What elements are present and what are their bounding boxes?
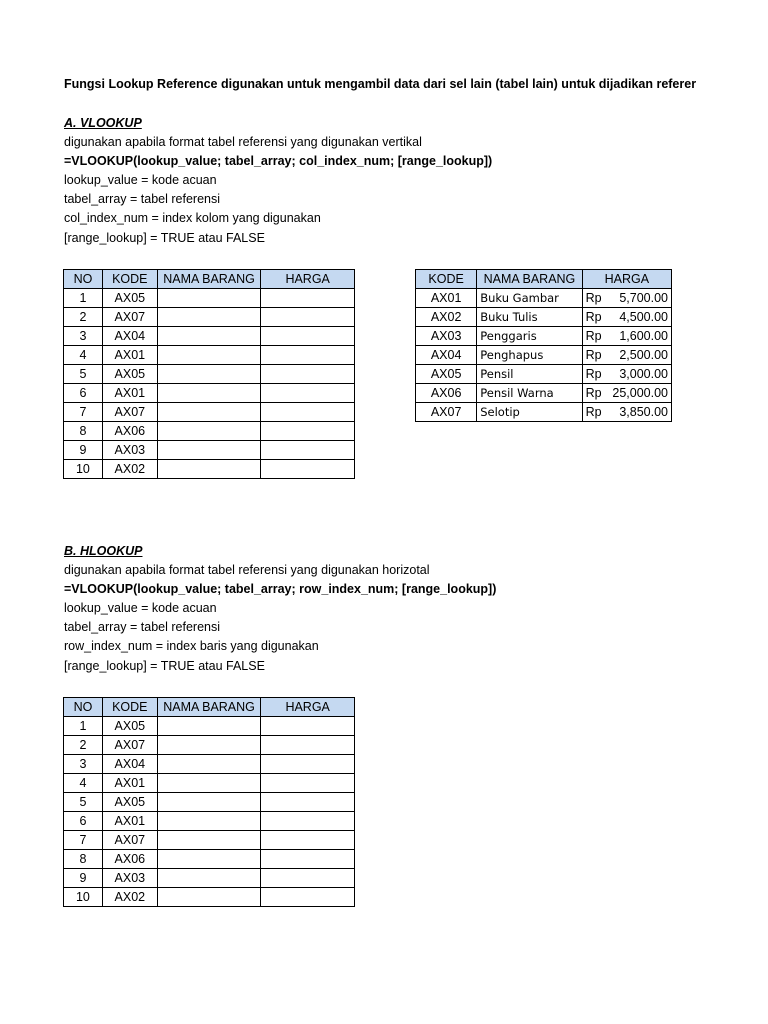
cell-nama-barang — [157, 812, 261, 831]
cell-harga — [261, 441, 355, 460]
table-header-row — [416, 270, 672, 289]
cell-kode: AX07 — [102, 736, 157, 755]
table-row — [64, 717, 355, 736]
header-nama-barang: NAMA BARANG — [477, 270, 582, 289]
cell-kode: AX05 — [102, 793, 157, 812]
cell-nama-barang — [157, 365, 261, 384]
cell-harga — [261, 850, 355, 869]
cell-no: 4 — [64, 774, 103, 793]
table-row — [64, 460, 355, 479]
hlookup-param-tabel-array: tabel_array = tabel referensi — [64, 620, 220, 634]
vlookup-param-col-index: col_index_num = index kolom yang digunakan — [64, 211, 321, 225]
currency-symbol: Rp — [585, 386, 602, 400]
cell-harga — [261, 365, 355, 384]
cell-no: 7 — [64, 403, 103, 422]
cell-nama-barang: Buku Gambar — [477, 289, 582, 308]
cell-harga — [582, 365, 671, 384]
table-row — [416, 346, 672, 365]
hlookup-syntax: =VLOOKUP(lookup_value; tabel_array; row_index_num; [range_lookup]) — [64, 582, 497, 596]
cell-kode: AX05 — [102, 365, 157, 384]
cell-nama-barang — [157, 327, 261, 346]
hlookup-description: digunakan apabila format tabel referensi yang digunakan horizotal — [64, 563, 430, 577]
currency-symbol: Rp — [585, 329, 602, 343]
cell-harga — [261, 403, 355, 422]
cell-kode: AX01 — [102, 774, 157, 793]
cell-nama-barang — [157, 774, 261, 793]
cell-no: 5 — [64, 365, 103, 384]
cell-kode: AX01 — [102, 812, 157, 831]
cell-harga — [261, 460, 355, 479]
table-row — [64, 327, 355, 346]
table-row — [416, 289, 672, 308]
header-kode: KODE — [416, 270, 477, 289]
cell-no: 5 — [64, 793, 103, 812]
cell-nama-barang — [157, 346, 261, 365]
cell-no: 9 — [64, 869, 103, 888]
hlookup-param-range-lookup: [range_lookup] = TRUE atau FALSE — [64, 659, 265, 673]
table-row — [416, 308, 672, 327]
vlookup-param-range-lookup: [range_lookup] = TRUE atau FALSE — [64, 231, 265, 245]
cell-nama-barang: Penggaris — [477, 327, 582, 346]
table-row — [416, 365, 672, 384]
cell-nama-barang — [157, 831, 261, 850]
cell-no: 3 — [64, 755, 103, 774]
price-value — [586, 365, 668, 383]
cell-harga — [582, 346, 671, 365]
table-row — [416, 327, 672, 346]
cell-no: 10 — [64, 460, 103, 479]
cell-nama-barang — [157, 793, 261, 812]
cell-nama-barang: Buku Tulis — [477, 308, 582, 327]
cell-kode: AX03 — [102, 869, 157, 888]
hlookup-heading: B. HLOOKUP — [64, 544, 143, 558]
cell-harga — [261, 869, 355, 888]
reference-table — [415, 269, 672, 422]
cell-kode: AX07 — [102, 831, 157, 850]
cell-kode: AX02 — [102, 888, 157, 907]
cell-no: 1 — [64, 717, 103, 736]
cell-harga — [261, 717, 355, 736]
cell-kode: AX03 — [416, 327, 477, 346]
cell-kode: AX07 — [102, 308, 157, 327]
cell-harga — [261, 831, 355, 850]
cell-nama-barang — [157, 460, 261, 479]
cell-kode: AX07 — [416, 403, 477, 422]
price-amount: 4,500.00 — [619, 310, 668, 324]
header-nama-barang: NAMA BARANG — [157, 698, 261, 717]
cell-kode: AX01 — [102, 346, 157, 365]
cell-nama-barang — [157, 717, 261, 736]
cell-nama-barang — [157, 736, 261, 755]
header-harga: HARGA — [261, 270, 355, 289]
price-amount: 2,500.00 — [619, 348, 668, 362]
cell-kode: AX04 — [102, 755, 157, 774]
cell-nama-barang: Penghapus — [477, 346, 582, 365]
cell-nama-barang: Selotip — [477, 403, 582, 422]
cell-kode: AX01 — [416, 289, 477, 308]
table-row — [64, 403, 355, 422]
header-kode: KODE — [102, 270, 157, 289]
cell-nama-barang — [157, 403, 261, 422]
vlookup-syntax: =VLOOKUP(lookup_value; tabel_array; col_index_num; [range_lookup]) — [64, 154, 493, 168]
cell-kode: AX05 — [102, 717, 157, 736]
vlookup-description: digunakan apabila format tabel referensi yang digunakan vertikal — [64, 135, 422, 149]
cell-harga — [261, 755, 355, 774]
price-amount: 5,700.00 — [619, 291, 668, 305]
cell-harga — [261, 888, 355, 907]
table-row — [64, 774, 355, 793]
hlookup-main-table — [63, 697, 355, 907]
cell-no: 2 — [64, 308, 103, 327]
currency-symbol: Rp — [585, 348, 602, 362]
cell-harga — [582, 327, 671, 346]
cell-no: 1 — [64, 289, 103, 308]
table-header-row — [64, 698, 355, 717]
price-value — [586, 346, 668, 364]
table-row — [64, 736, 355, 755]
cell-nama-barang — [157, 289, 261, 308]
cell-nama-barang — [157, 850, 261, 869]
table-row — [64, 422, 355, 441]
cell-nama-barang — [157, 755, 261, 774]
cell-kode: AX04 — [416, 346, 477, 365]
cell-harga — [261, 327, 355, 346]
price-value — [586, 289, 668, 307]
cell-nama-barang — [157, 308, 261, 327]
cell-harga — [261, 774, 355, 793]
currency-symbol: Rp — [585, 405, 602, 419]
table-row — [416, 384, 672, 403]
cell-nama-barang — [157, 869, 261, 888]
cell-no: 9 — [64, 441, 103, 460]
price-value — [586, 327, 668, 345]
cell-harga — [261, 346, 355, 365]
cell-kode: AX04 — [102, 327, 157, 346]
cell-no: 6 — [64, 384, 103, 403]
cell-harga — [582, 384, 671, 403]
cell-kode: AX05 — [416, 365, 477, 384]
cell-nama-barang — [157, 384, 261, 403]
price-value — [586, 308, 668, 326]
hlookup-param-lookup-value: lookup_value = kode acuan — [64, 601, 217, 615]
table-row — [64, 888, 355, 907]
cell-kode: AX01 — [102, 384, 157, 403]
cell-nama-barang — [157, 422, 261, 441]
cell-kode: AX02 — [102, 460, 157, 479]
cell-nama-barang — [157, 888, 261, 907]
cell-nama-barang: Pensil Warna — [477, 384, 582, 403]
price-amount: 1,600.00 — [619, 329, 668, 343]
table-row — [64, 793, 355, 812]
cell-harga — [261, 736, 355, 755]
cell-no: 2 — [64, 736, 103, 755]
header-harga: HARGA — [582, 270, 671, 289]
cell-harga — [582, 308, 671, 327]
table-row — [64, 441, 355, 460]
cell-kode: AX03 — [102, 441, 157, 460]
currency-symbol: Rp — [585, 291, 602, 305]
cell-kode: AX06 — [102, 850, 157, 869]
table-row — [64, 755, 355, 774]
cell-no: 7 — [64, 831, 103, 850]
table-row — [64, 346, 355, 365]
header-kode: KODE — [102, 698, 157, 717]
intro-text: Fungsi Lookup Reference digunakan untuk mengambil data dari sel lain (tabel lain) untuk dijadikan referer — [64, 77, 697, 91]
cell-nama-barang: Pensil — [477, 365, 582, 384]
cell-harga — [582, 289, 671, 308]
table-row — [64, 384, 355, 403]
table-row — [64, 308, 355, 327]
cell-no: 8 — [64, 850, 103, 869]
header-nama-barang: NAMA BARANG — [157, 270, 261, 289]
cell-kode: AX06 — [416, 384, 477, 403]
price-value — [586, 403, 668, 421]
vlookup-param-lookup-value: lookup_value = kode acuan — [64, 173, 217, 187]
header-no: NO — [64, 698, 103, 717]
price-amount: 3,000.00 — [619, 367, 668, 381]
table-row — [416, 403, 672, 422]
table-row — [64, 831, 355, 850]
cell-harga — [261, 384, 355, 403]
cell-no: 3 — [64, 327, 103, 346]
cell-harga — [261, 289, 355, 308]
price-amount: 3,850.00 — [619, 405, 668, 419]
cell-no: 4 — [64, 346, 103, 365]
table-header-row — [64, 270, 355, 289]
currency-symbol: Rp — [585, 310, 602, 324]
cell-harga — [261, 422, 355, 441]
header-harga: HARGA — [261, 698, 355, 717]
table-row — [64, 850, 355, 869]
cell-kode: AX02 — [416, 308, 477, 327]
cell-harga — [261, 793, 355, 812]
cell-harga — [261, 812, 355, 831]
vlookup-param-tabel-array: tabel_array = tabel referensi — [64, 192, 220, 206]
vlookup-heading: A. VLOOKUP — [64, 116, 142, 130]
currency-symbol: Rp — [585, 367, 602, 381]
table-row — [64, 812, 355, 831]
cell-no: 6 — [64, 812, 103, 831]
cell-kode: AX07 — [102, 403, 157, 422]
price-amount: 25,000.00 — [612, 386, 668, 400]
cell-harga — [261, 308, 355, 327]
price-value — [586, 384, 668, 402]
hlookup-param-row-index: row_index_num = index baris yang digunakan — [64, 639, 319, 653]
cell-nama-barang — [157, 441, 261, 460]
vlookup-main-table — [63, 269, 355, 479]
table-row — [64, 289, 355, 308]
header-no: NO — [64, 270, 103, 289]
table-row — [64, 869, 355, 888]
cell-kode: AX06 — [102, 422, 157, 441]
table-row — [64, 365, 355, 384]
cell-no: 8 — [64, 422, 103, 441]
cell-harga — [582, 403, 671, 422]
cell-no: 10 — [64, 888, 103, 907]
cell-kode: AX05 — [102, 289, 157, 308]
